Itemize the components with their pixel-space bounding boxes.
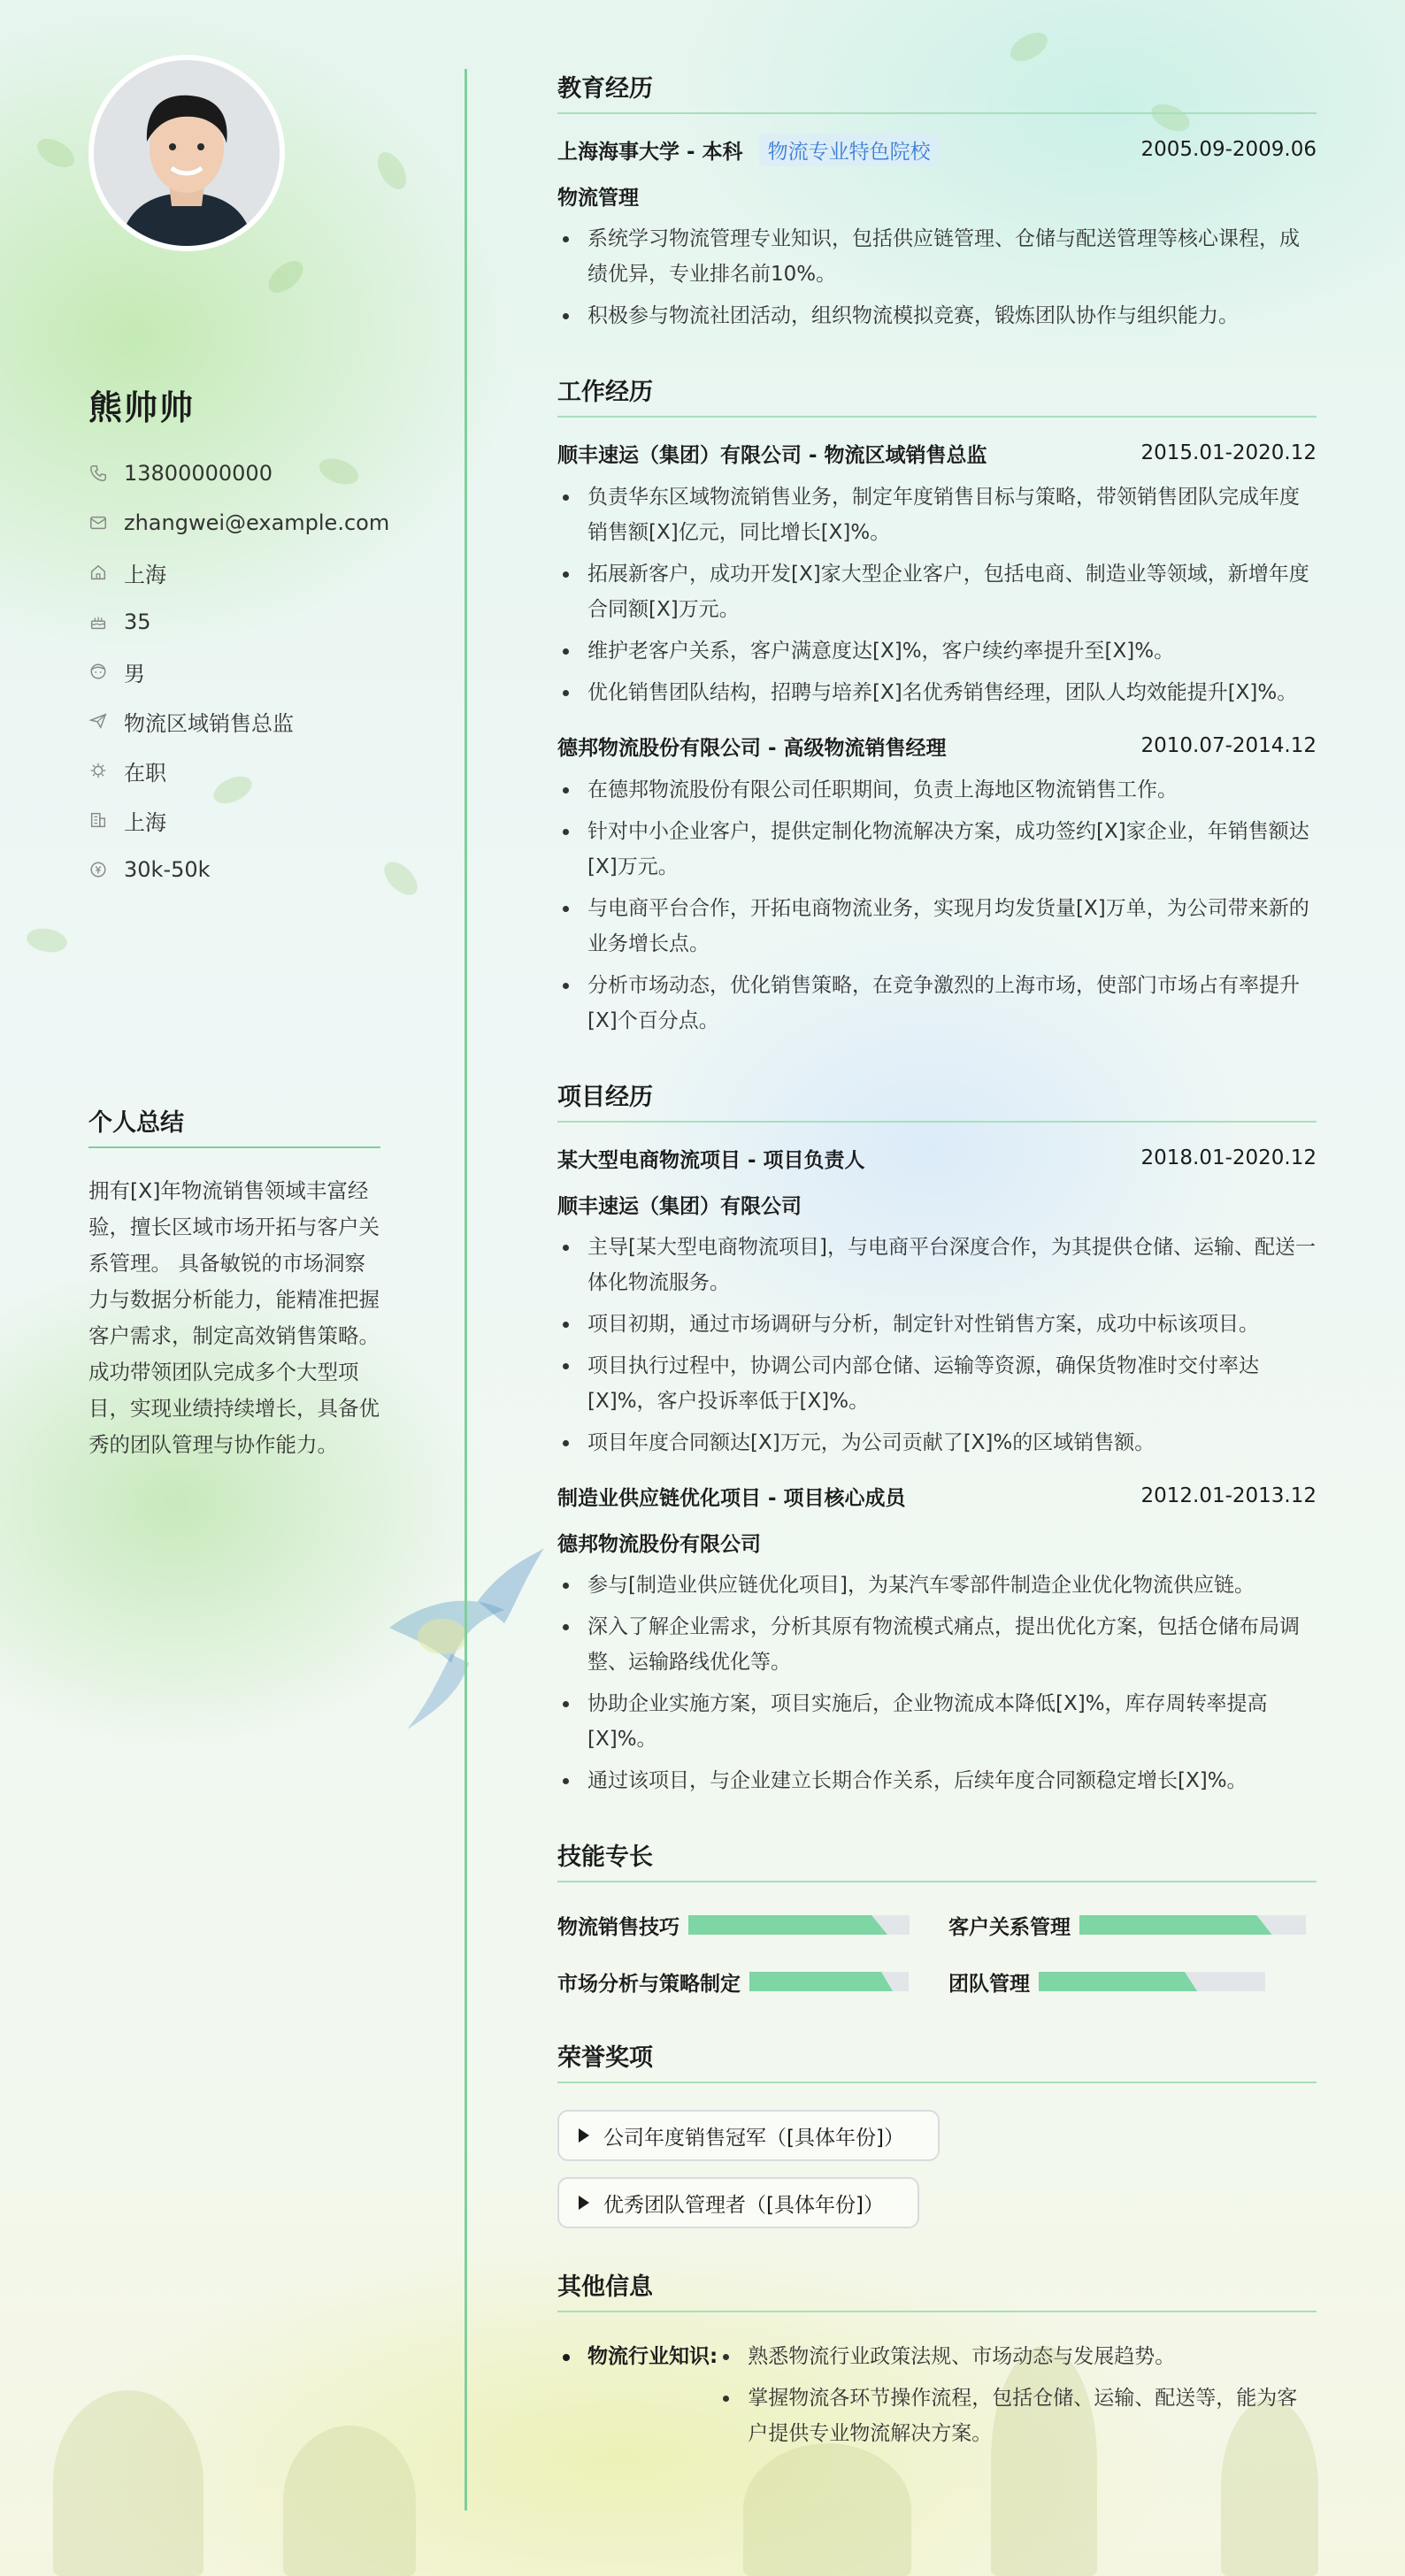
project-date: 2018.01-2020.12 bbox=[1140, 1146, 1317, 1169]
cake-icon bbox=[88, 612, 108, 632]
info-gender bbox=[88, 647, 380, 696]
project-header bbox=[557, 1142, 1317, 1174]
education-school bbox=[557, 134, 940, 166]
info-email bbox=[88, 498, 390, 548]
list-item: 积极参与物流社团活动，组织物流模拟竞赛，锻炼团队协作与组织能力。 bbox=[557, 298, 1317, 334]
summary-text: 拥有[X]年物流销售领域丰富经验，擅长区域市场开拓与客户关系管理。 具备敏锐的市场洞察力与数据分析能力，能精准把握客户需求，制定高效销售策略。 成功带领团队完成多个大型项目，实现业绩持续增长，具备优秀的团队管理与协作能力。 bbox=[88, 1178, 380, 1457]
school-tag: 物流专业特色院校 bbox=[759, 134, 940, 166]
other-section bbox=[557, 2267, 1317, 2457]
honors-section bbox=[557, 2038, 1317, 2228]
project-company: 德邦物流股份有限公司 bbox=[557, 1533, 761, 1556]
skill-item bbox=[948, 1907, 1317, 1943]
skills-section bbox=[557, 1837, 1317, 1999]
skill-label: 团队管理 bbox=[948, 1972, 1030, 1996]
skill-label: 客户关系管理 bbox=[948, 1915, 1071, 1939]
project-bullets bbox=[557, 1230, 1317, 1460]
skill-item bbox=[557, 1964, 948, 1999]
other-title: 其他信息 bbox=[557, 2267, 1317, 2312]
mail-icon bbox=[88, 513, 108, 533]
info-home bbox=[88, 548, 380, 597]
education-major: 物流管理 bbox=[557, 187, 639, 210]
list-item: 协助企业实施方案，项目实施后，企业物流成本降低[X]%，库存周转率提高[X]%。 bbox=[557, 1686, 1317, 1757]
skill-bar bbox=[749, 1972, 909, 1991]
skill-label: 市场分析与策略制定 bbox=[557, 1972, 741, 1996]
position-value: 物流区域销售总监 bbox=[124, 710, 294, 736]
award-item[interactable] bbox=[557, 2110, 940, 2161]
skills-grid bbox=[557, 1907, 1317, 1999]
info-city bbox=[88, 795, 380, 845]
list-item: 负责华东区域物流销售业务，制定年度销售目标与策略，带领销售团队完成年度销售额[X]亿元，同比增长[X]%。 bbox=[557, 479, 1317, 550]
project-bullets bbox=[557, 1568, 1317, 1798]
home-icon bbox=[88, 563, 108, 582]
profile-name: 熊帅帅 bbox=[88, 388, 196, 427]
age-value: 35 bbox=[124, 610, 151, 634]
list-item: 系统学习物流管理专业知识，包括供应链管理、仓储与配送管理等核心课程，成绩优异，专业排名前10%。 bbox=[557, 221, 1317, 292]
home-value: 上海 bbox=[124, 562, 166, 587]
list-item: 项目初期，通过市场调研与分析，制定针对性销售方案，成功中标该项目。 bbox=[557, 1307, 1317, 1342]
list-item: 主导[某大型电商物流项目]，与电商平台深度合作，为其提供仓储、运输、配送一体化物流服务。 bbox=[557, 1230, 1317, 1300]
skill-bar bbox=[1079, 1915, 1306, 1935]
building-icon bbox=[88, 810, 108, 830]
project-title: 制造业供应链优化项目 - 项目核心成员 bbox=[557, 1486, 906, 1510]
job-title: 顺丰速运（集团）有限公司 - 物流区域销售总监 bbox=[557, 443, 987, 467]
job-bullets bbox=[557, 479, 1317, 710]
phone-icon bbox=[88, 464, 108, 483]
list-item: 参与[制造业供应链优化项目]，为某汽车零部件制造企业优化物流供应链。 bbox=[557, 1568, 1317, 1603]
list-item: 分析市场动态，优化销售策略，在竞争激烈的上海市场，使部门市场占有率提升[X]个百分点。 bbox=[557, 968, 1317, 1039]
skills-title: 技能专长 bbox=[557, 1837, 1317, 1882]
avatar bbox=[88, 55, 285, 251]
honors-title: 荣誉奖项 bbox=[557, 2038, 1317, 2083]
email-value: zhangwei@example.com bbox=[124, 510, 390, 535]
list-item: 拓展新客户，成功开发[X]家大型企业客户，包括电商、制造业等领域，新增年度合同额[X]万元。 bbox=[557, 556, 1317, 627]
list-item: 针对中小企业客户，提供定制化物流解决方案，成功签约[X]家企业，年销售额达[X]万元。 bbox=[557, 814, 1317, 885]
skill-bar-fill bbox=[1039, 1972, 1197, 1991]
gender-icon bbox=[88, 662, 108, 681]
info-position bbox=[88, 696, 380, 746]
info-phone bbox=[88, 448, 380, 498]
award-label: 优秀团队管理者（[具体年份]） bbox=[603, 2193, 884, 2217]
main-content bbox=[557, 69, 1317, 2457]
list-item: 通过该项目，与企业建立长期合作关系，后续年度合同额稳定增长[X]%。 bbox=[557, 1763, 1317, 1798]
education-section bbox=[557, 69, 1317, 334]
job-title: 德邦物流股份有限公司 - 高级物流销售经理 bbox=[557, 736, 947, 760]
job-date: 2010.07-2014.12 bbox=[1140, 734, 1317, 757]
list-item: 优化销售团队结构，招聘与培养[X]名优秀销售经理，团队人均效能提升[X]%。 bbox=[557, 675, 1317, 710]
other-label: 物流行业知识: bbox=[557, 2339, 718, 2457]
job-header bbox=[557, 730, 1317, 762]
list-item: 项目执行过程中，协调公司内部仓储、运输等资源，确保货物准时交付率达[X]%，客户投诉率低于[X]%。 bbox=[557, 1348, 1317, 1419]
education-date: 2005.09-2009.06 bbox=[1140, 138, 1317, 161]
salary-value: 30k-50k bbox=[124, 857, 211, 882]
list-item: 深入了解企业需求，分析其原有物流模式痛点，提出优化方案，包括仓储布局调整、运输路线优化等。 bbox=[557, 1609, 1317, 1680]
work-section bbox=[557, 372, 1317, 1039]
award-label: 公司年度销售冠军（[具体年份]） bbox=[603, 2126, 904, 2150]
project-company: 顺丰速运（集团）有限公司 bbox=[557, 1195, 802, 1218]
status-icon bbox=[88, 761, 108, 780]
info-salary bbox=[88, 845, 380, 894]
summary-title: 个人总结 bbox=[88, 1103, 380, 1148]
skill-item bbox=[948, 1964, 1317, 1999]
list-item: 与电商平台合作，开拓电商物流业务，实现月均发货量[X]万单，为公司带来新的业务增长点。 bbox=[557, 891, 1317, 962]
education-header bbox=[557, 134, 1317, 165]
award-item[interactable] bbox=[557, 2177, 919, 2228]
info-age bbox=[88, 597, 380, 647]
job-date: 2015.01-2020.12 bbox=[1140, 441, 1317, 464]
education-bullets bbox=[557, 221, 1317, 334]
send-icon bbox=[88, 711, 108, 731]
project-header bbox=[557, 1480, 1317, 1512]
honors-list bbox=[557, 2094, 1317, 2228]
work-title: 工作经历 bbox=[557, 372, 1317, 418]
other-bullets bbox=[718, 2339, 1301, 2457]
salary-icon bbox=[88, 860, 108, 879]
list-item: 掌握物流各环节操作流程，包括仓储、运输、配送等，能为客户提供专业物流解决方案。 bbox=[718, 2380, 1301, 2451]
skill-label: 物流销售技巧 bbox=[557, 1915, 679, 1939]
contact-info bbox=[88, 448, 390, 894]
other-row bbox=[557, 2339, 1317, 2457]
skill-bar-fill bbox=[749, 1972, 893, 1991]
sidebar bbox=[88, 55, 390, 1463]
list-item: 熟悉物流行业政策法规、市场动态与发展趋势。 bbox=[718, 2339, 1301, 2374]
list-item: 维护老客户关系，客户满意度达[X]%，客户续约率提升至[X]%。 bbox=[557, 633, 1317, 669]
project-date: 2012.01-2013.12 bbox=[1140, 1484, 1317, 1507]
play-icon bbox=[579, 2128, 589, 2143]
info-status bbox=[88, 746, 380, 795]
play-icon bbox=[579, 2196, 589, 2210]
skill-bar-fill bbox=[1079, 1915, 1272, 1935]
projects-title: 项目经历 bbox=[557, 1077, 1317, 1123]
skill-item bbox=[557, 1907, 948, 1943]
project-title: 某大型电商物流项目 - 项目负责人 bbox=[557, 1148, 865, 1172]
skill-bar bbox=[1039, 1972, 1265, 1991]
skill-bar bbox=[688, 1915, 910, 1935]
city-value: 上海 bbox=[124, 809, 166, 835]
education-title: 教育经历 bbox=[557, 69, 1317, 114]
list-item: 项目年度合同额达[X]万元，为公司贡献了[X]%的区域销售额。 bbox=[557, 1425, 1317, 1460]
status-value: 在职 bbox=[124, 760, 166, 786]
job-header bbox=[557, 437, 1317, 469]
job-bullets bbox=[557, 772, 1317, 1039]
skill-bar-fill bbox=[688, 1915, 887, 1935]
phone-value: 13800000000 bbox=[124, 461, 273, 486]
projects-section bbox=[557, 1077, 1317, 1798]
school-name: 上海海事大学 - 本科 bbox=[557, 140, 743, 164]
column-divider bbox=[464, 69, 467, 2511]
list-item: 在德邦物流股份有限公司任职期间，负责上海地区物流销售工作。 bbox=[557, 772, 1317, 808]
gender-value: 男 bbox=[124, 661, 145, 686]
